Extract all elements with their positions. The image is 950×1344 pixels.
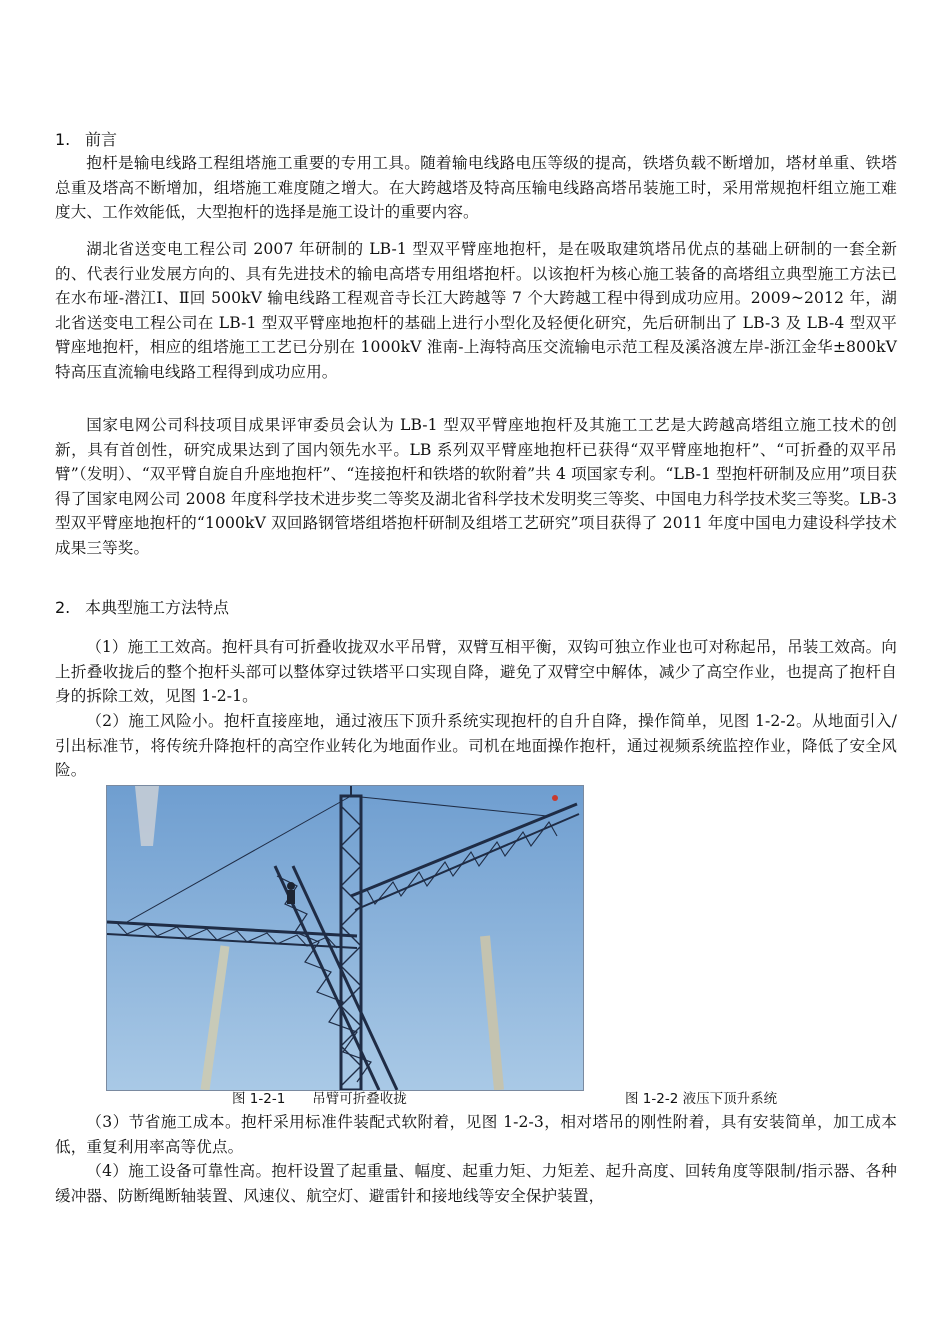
paragraph: 湖北省送变电工程公司 2007 年研制的 LB-1 型双平臂座地抱杆，是在吸取建筑塔吊优点的基础上研制的一套全新的、代表行业发展方向的、具有先进技术的输电高塔专用组塔抱杆。以该抱杆为核心施工装备的高塔组立典型施工方法已在水布垭-潜江Ⅰ、Ⅱ回 500kV 输电线路工程观音寺长江大跨越等 7 个大跨越工程中得到成功应用。2009~2012 年，湖北省送变电工程公司在 LB-1 型双平臂座地抱杆的基础上进行小型化及轻便化研究，先后研制出了 LB-3 及 LB-4 型双平臂座地抱杆，相应的组塔施工工艺已分别在 1000kV 淮南-上海特高压交流输电示范工程及溪洛渡左岸-浙江金华±800kV 特高压直流输电线路工程得到成功应用。 [55,240,897,381]
paragraph: （4）施工设备可靠性高。抱杆设置了起重量、幅度、起重力矩、力矩差、起升高度、回转角度等限制/指示器、各种缓冲器、防断绳断轴装置、风速仪、航空灯、避雷针和接地线等安全保护装置， [55,1162,897,1205]
section-1-heading [55,129,117,151]
figure-caption-1-2-1: 图 1-2-1 吊臂可折叠收拢 [232,1091,407,1107]
paragraph: 国家电网公司科技项目成果评审委员会认为 LB-1 型双平臂座地抱杆及其施工工艺是大跨越高塔组立施工技术的创新，具有首创性，研究成果达到了国内领先水平。LB 系列双平臂座地抱杆已获得“双平臂座地抱杆”、“可折叠的双平吊臂”（发明）、“双平臂自旋自升座地抱杆”、“连接抱杆和铁塔的软附着”共 4 项国家专利。“LB-1 型抱杆研制及应用”项目获得了国家电网公司 2008 年度科学技术进步奖二等奖及湖北省科学技术发明奖三等奖、中国电力科学技术奖三等奖。LB-3 型双平臂座地抱杆的“1000kV 双回路钢管塔组塔抱杆研制及组塔工艺研究”项目获得了 2011 年度中国电力建设科学技术成果三等奖。 [55,416,897,557]
paragraph: （1）施工工效高。抱杆具有可折叠收拢双水平吊臂，双臂互相平衡，双钩可独立作业也可对称起吊，吊装工效高。向上折叠收拢后的整个抱杆头部可以整体穿过铁塔平口实现自降，避免了双臂空中解体，减少了高空作业，也提高了抱杆自身的拆除工效，见图 1-2-1。 [55,638,897,705]
section-2-number: 2. [55,598,71,617]
section-2-title: 本典型施工方法特点 [85,598,230,617]
crane-photo [106,785,584,1091]
section-2-heading [55,597,229,619]
paragraph: （2）施工风险小。抱杆直接座地，通过液压下顶升系统实现抱杆的自升自降，操作简单，见图 1-2-2。从地面引入/引出标准节，将传统升降抱杆的高空作业转化为地面作业。司机在地面操作抱杆，通过视频系统监控作业，降低了安全风险。 [55,712,897,779]
crane-photo-illustration [107,786,583,1090]
paragraph: 抱杆是输电线路工程组塔施工重要的专用工具。随着输电线路电压等级的提高，铁塔负载不断增加，塔材单重、铁塔总重及塔高不断增加，组塔施工难度随之增大。在大跨越塔及特高压输电线路高塔吊装施工时，采用常规抱杆组立施工难度大、工作效能低，大型抱杆的选择是施工设计的重要内容。 [55,154,897,221]
paragraph: （3）节省施工成本。抱杆采用标准件装配式软附着，见图 1-2-3，相对塔吊的刚性附着，具有安装简单，加工成本低，重复利用率高等优点。 [55,1113,897,1156]
figure-caption-1-2-2: 图 1-2-2 液压下顶升系统 [625,1091,778,1107]
section-1-number: 1. [55,130,71,149]
section-1-title: 前言 [85,130,118,149]
